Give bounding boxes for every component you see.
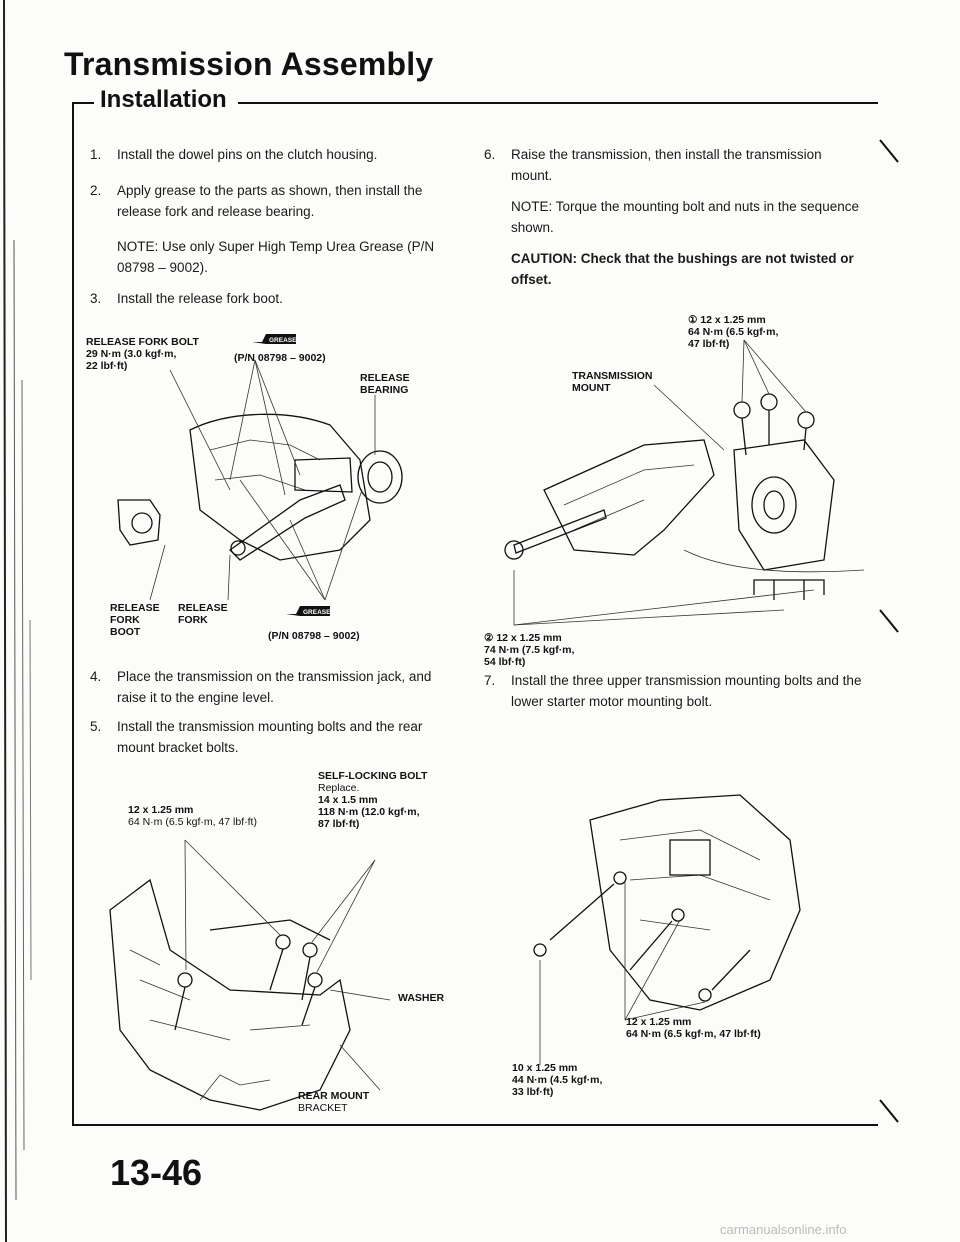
- step-3: [90, 288, 450, 310]
- step-text: Raise the transmission, then install the transmission mount.: [511, 147, 822, 183]
- label-release-fork-boot: RELEASE FORK BOOT: [110, 602, 160, 638]
- step-number: 2.: [90, 183, 102, 198]
- label-washer: WASHER: [398, 992, 445, 1004]
- release-fork-diagram: [90, 350, 450, 600]
- step-number: 5.: [90, 719, 102, 734]
- page-number: 13-46: [110, 1152, 203, 1193]
- step-number: 6.: [484, 147, 496, 162]
- label-transmission-mount: TRANSMISSION MOUNT: [572, 370, 653, 394]
- label-grease-pn-bottom: (P/N 08798 – 9002): [268, 630, 360, 642]
- transmission-mount-diagram: [484, 340, 864, 630]
- caution-text: Check that the bushings are not twisted or offset.: [511, 251, 854, 287]
- rear-mount-diagram: [90, 830, 460, 1120]
- binding-edge-marks: [0, 0, 40, 1242]
- step-text: Install the three upper transmission mounting bolts and the lower starter motor mounting bolt.: [511, 673, 862, 709]
- svg-text:GREASE: GREASE: [269, 337, 297, 344]
- label-bolt-10-starter: 10 x 1.25 mm 44 N·m (4.5 kgf·m, 33 lbf·ft): [512, 1062, 603, 1098]
- step-text: Install the transmission mounting bolts and the rear mount bracket bolts.: [117, 719, 423, 755]
- label-release-fork: RELEASE FORK: [178, 602, 228, 626]
- note-text: NOTE: Torque the mounting bolt and nuts in the sequence shown.: [511, 199, 859, 235]
- label-bolt-1: ① 12 x 1.25 mm 64 N·m (6.5 kgf·m, 47 lbf·ft): [688, 314, 779, 350]
- label-grease-pn-top: (P/N 08798 – 9002): [234, 352, 326, 364]
- step-number: 4.: [90, 669, 102, 684]
- svg-text:GREASE: GREASE: [303, 609, 331, 616]
- step-number: 3.: [90, 291, 102, 306]
- step-6-caution: [484, 248, 864, 292]
- caution-label: CAUTION:: [511, 251, 577, 266]
- header-rule-left: [72, 102, 94, 104]
- label-bolt-12-upper: 12 x 1.25 mm 64 N·m (6.5 kgf·m, 47 lbf·ft): [626, 1016, 761, 1040]
- grease-icon-bottom: [286, 602, 332, 623]
- step-2: [90, 180, 450, 224]
- page-title: Transmission Assembly: [64, 46, 434, 82]
- tab-corner-marks: [876, 140, 916, 1140]
- label-bolt-2: ② 12 x 1.25 mm 74 N·m (7.5 kgf·m, 54 lbf·ft): [484, 632, 575, 668]
- label-release-bearing: RELEASE BEARING: [360, 372, 410, 396]
- step-6-note: [484, 196, 864, 240]
- label-rear-mount-bracket: REAR MOUNT BRACKET: [298, 1090, 370, 1114]
- step-number: 7.: [484, 673, 496, 688]
- step-5: [90, 716, 450, 760]
- label-bolt-12x125: 12 x 1.25 mm 64 N·m (6.5 kgf·m, 47 lbf·ft): [128, 804, 257, 828]
- step-number: 1.: [90, 147, 102, 162]
- step-4: [90, 666, 450, 710]
- left-margin-rule: [72, 102, 74, 1124]
- step-text: Install the dowel pins on the clutch housing.: [117, 147, 378, 162]
- step-text: Apply grease to the parts as shown, then install the release fork and release bearing.: [117, 183, 423, 219]
- step-2-note: [90, 236, 450, 280]
- step-text: Place the transmission on the transmission jack, and raise it to the engine level.: [117, 669, 432, 705]
- step-text: Install the release fork boot.: [117, 291, 283, 306]
- step-7: [484, 670, 864, 714]
- step-6: [484, 144, 864, 188]
- label-release-fork-bolt: RELEASE FORK BOLT 29 N·m (3.0 kgf·m, 22 lbf·ft): [86, 336, 199, 372]
- step-1: [90, 144, 450, 166]
- watermark: carmanualsonline.info: [720, 1222, 847, 1237]
- grease-icon-top: [252, 330, 298, 351]
- label-self-locking-bolt: SELF-LOCKING BOLT Replace. 14 x 1.5 mm 118 N·m (12.0 kgf·m, 87 lbf·ft): [318, 770, 428, 830]
- section-title: Installation: [100, 86, 227, 113]
- footer-rule: [72, 1124, 878, 1126]
- note-text: NOTE: Use only Super High Temp Urea Grease (P/N 08798 – 9002).: [117, 239, 435, 275]
- header-rule: [238, 102, 878, 104]
